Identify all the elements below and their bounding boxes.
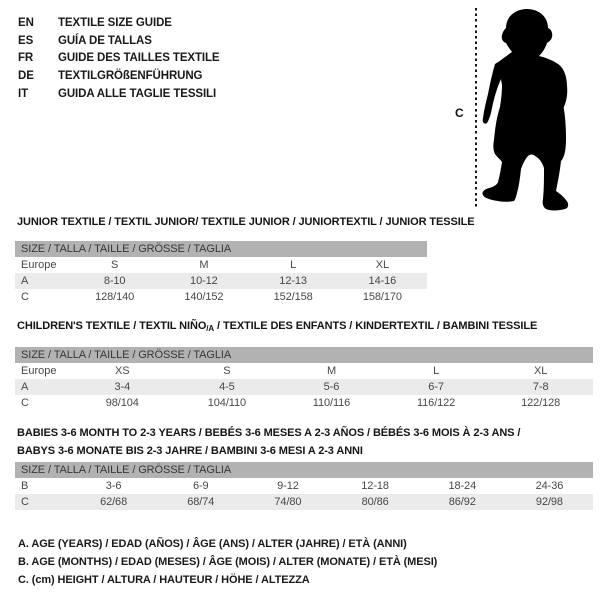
height-measure-label: C: [455, 106, 464, 120]
language-title: GUIDE DES TAILLES TEXTILE: [58, 52, 220, 65]
table-row: [15, 289, 427, 305]
language-row-en: [18, 14, 220, 32]
footnote-a: A. AGE (YEARS) / EDAD (AÑOS) / ÂGE (ANS) / ALTER (JAHRE) / ETÀ (ANNI): [18, 538, 407, 550]
size-cell: 122/128: [521, 397, 561, 409]
size-cell: S: [111, 259, 119, 271]
language-title: GUIDA ALLE TAGLIE TESSILI: [58, 88, 217, 101]
size-cell: 80/86: [361, 496, 389, 508]
table-row: [15, 273, 427, 289]
language-title: TEXTILGRÖßENFÜHRUNG: [58, 70, 203, 83]
row-label: Europe: [21, 365, 57, 377]
children-title-part: / TEXTILE DES ENFANTS / KINDERTEXTIL / BAMBINI TESSILE: [214, 320, 538, 332]
language-code: IT: [18, 88, 29, 101]
size-cell: 9-12: [277, 480, 299, 492]
size-cell: 110/116: [312, 397, 351, 409]
table-row: [15, 478, 593, 494]
row-label: Europe: [21, 259, 57, 271]
language-code: EN: [18, 16, 34, 29]
language-title-block: [18, 14, 220, 103]
size-cell: 10-12: [190, 275, 218, 287]
language-title: TEXTILE SIZE GUIDE: [58, 16, 172, 29]
height-measure-dashed-line: [475, 8, 477, 208]
size-cell: 140/152: [184, 291, 224, 303]
language-row-fr: [18, 50, 220, 68]
size-cell: 18-24: [448, 480, 477, 492]
babies-title-line-1: BABIES 3-6 MONTH TO 2-3 YEARS / BEBÉS 3-6 MESES A 2-3 AÑOS / BÉBÉS 3-6 MOIS À 2-3 ANS /: [17, 427, 521, 439]
row-label: A: [21, 381, 29, 393]
size-cell: L: [433, 365, 440, 377]
size-cell: L: [290, 259, 297, 271]
size-cell: 152/158: [273, 291, 313, 303]
row-label: C: [21, 397, 29, 409]
table-row: [15, 395, 593, 411]
size-cell: S: [223, 365, 231, 377]
size-cell: 6-9: [192, 480, 209, 492]
table-row: [15, 363, 593, 379]
babies-title-line-2: BABYS 3-6 MONATE BIS 2-3 JAHRE / BAMBINI 3-6 MESI A 2-3 ANNI: [17, 444, 363, 457]
size-cell: 6-7: [428, 381, 444, 393]
footnote-b: B. AGE (MONTHS) / EDAD (MESES) / ÂGE (MOIS) / ALTER (MONATE) / ETÀ (MESI): [18, 555, 438, 568]
table-row: [15, 257, 427, 273]
size-cell: M: [199, 259, 209, 271]
size-cell: 98/104: [105, 397, 139, 409]
size-cell: XS: [115, 365, 130, 377]
language-code: DE: [18, 70, 34, 83]
size-header-bar: SIZE / TALLA / TAILLE / GRÖSSE / TAGLIA: [15, 241, 427, 257]
junior-table-title: JUNIOR TEXTILE / TEXTIL JUNIOR/ TEXTILE JUNIOR / JUNIORTEXTIL / JUNIOR TESSILE: [17, 216, 475, 228]
size-cell: 68/74: [187, 496, 215, 508]
language-row-es: [18, 32, 220, 50]
size-cell: 4-5: [219, 381, 235, 393]
size-cell: 128/140: [95, 291, 135, 303]
table-row: [15, 379, 593, 395]
size-cell: XL: [375, 259, 389, 271]
size-cell: 12-18: [361, 480, 389, 492]
size-header-bar: SIZE / TALLA / TAILLE / GRÖSSE / TAGLIA: [15, 462, 593, 478]
table-row: [15, 494, 593, 510]
junior-size-table: [15, 241, 427, 305]
language-code: FR: [18, 52, 34, 65]
language-row-de: [18, 67, 220, 85]
size-cell: 8-10: [103, 275, 126, 287]
size-cell: 74/80: [274, 496, 302, 508]
size-cell: 7-8: [532, 381, 549, 393]
size-header-bar: SIZE / TALLA / TAILLE / GRÖSSE / TAGLIA: [15, 347, 593, 363]
children-title-subscript: /A: [206, 324, 215, 333]
footnote-c: C. (cm) HEIGHT / ALTURA / HAUTEUR / HÖHE / ALTEZZA: [18, 573, 310, 586]
toddler-silhouette-icon: [478, 6, 598, 218]
size-cell: 5-6: [323, 381, 340, 393]
size-cell: 3-4: [114, 381, 131, 393]
size-cell: XL: [534, 365, 548, 377]
size-cell: 158/170: [362, 291, 402, 303]
children-size-table: [15, 347, 593, 411]
size-cell: 92/98: [535, 496, 563, 508]
size-cell: 3-6: [105, 480, 122, 492]
language-row-it: [18, 85, 220, 103]
babies-size-table: [15, 462, 593, 510]
babies-table-title: [17, 425, 520, 460]
children-table-title: [17, 320, 537, 333]
size-cell: 104/110: [207, 397, 247, 409]
size-cell: 12-13: [279, 275, 307, 287]
row-label: A: [21, 275, 29, 287]
footnotes-block: [18, 536, 437, 589]
row-label: C: [21, 496, 29, 508]
language-code: ES: [18, 34, 34, 47]
children-title-part: CHILDREN'S TEXTILE / TEXTIL NIÑO: [17, 320, 207, 332]
size-cell: 86/92: [448, 496, 476, 508]
row-label: B: [21, 480, 29, 492]
row-label: C: [21, 291, 29, 303]
size-cell: 62/68: [100, 496, 128, 508]
language-title: GUÍA DE TALLAS: [58, 34, 152, 47]
size-cell: 24-36: [535, 480, 564, 492]
size-cell: 14-16: [368, 275, 397, 287]
size-cell: M: [326, 365, 337, 377]
size-cell: 116/122: [416, 397, 456, 409]
